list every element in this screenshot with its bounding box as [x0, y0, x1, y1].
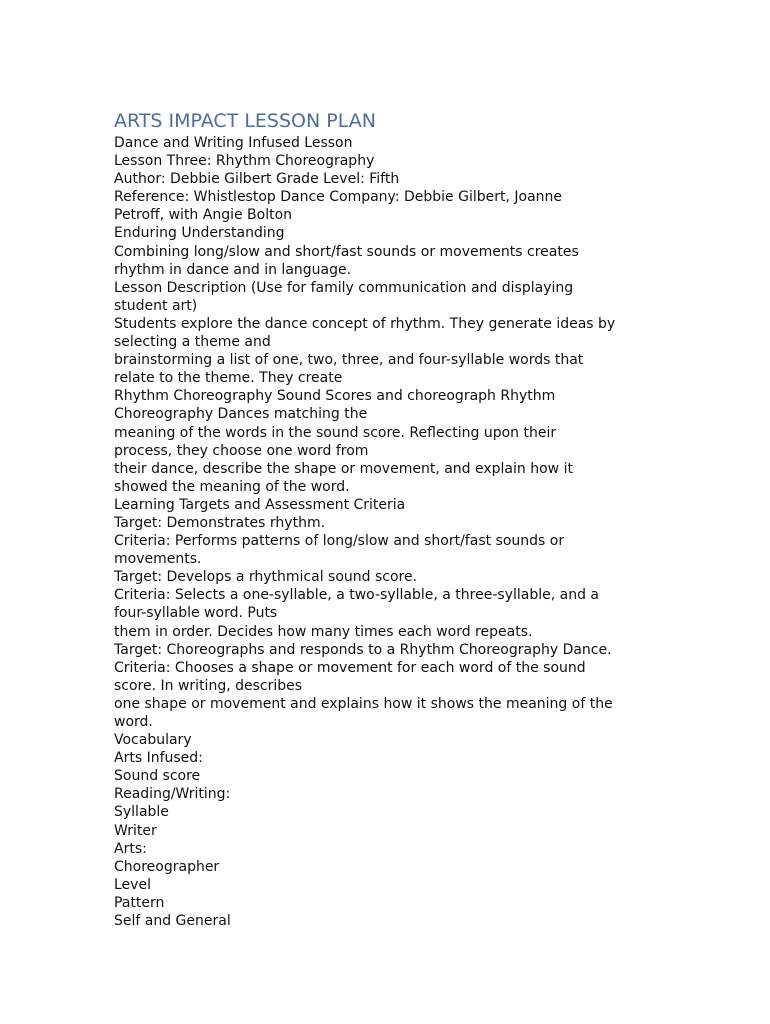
text-line: Writer: [114, 822, 157, 839]
text-line: Criteria: Selects a one-syllable, a two-syllable, a three-syllable, and a: [114, 587, 599, 604]
text-line: Author: Debbie Gilbert Grade Level: Fifth: [114, 171, 400, 188]
text-line: showed the meaning of the word.: [114, 478, 350, 495]
text-line: Learning Targets and Assessment Criteria: [114, 496, 406, 513]
text-line: Target: Choreographs and responds to a Rhythm Choreography Dance.: [114, 641, 612, 658]
text-line: word.: [114, 714, 153, 730]
document-body: [114, 134, 670, 930]
text-line: Criteria: Performs patterns of long/slow and short/fast sounds or: [114, 533, 565, 550]
text-line: meaning of the words in the sound score. Reflecting upon their: [114, 424, 557, 441]
text-line: Reference: Whistlestop Dance Company: Debbie Gilbert, Joanne: [114, 189, 563, 206]
text-line: Target: Develops a rhythmical sound score.: [114, 569, 418, 586]
document-page: [114, 108, 670, 930]
text-line: rhythm in dance and in language.: [114, 261, 352, 278]
text-line: Choreographer: [114, 858, 220, 875]
text-line: Arts:: [114, 840, 147, 857]
text-line: Combining long/slow and short/fast sounds or movements creates: [114, 243, 579, 260]
text-line: brainstorming a list of one, two, three, and four-syllable words that: [114, 352, 584, 369]
text-line: Lesson Three: Rhythm Choreography: [114, 153, 375, 170]
text-line: Pattern: [114, 894, 165, 911]
text-line: Reading/Writing:: [114, 786, 231, 803]
text-line: four-syllable word. Puts: [114, 605, 278, 622]
text-line: Lesson Description (Use for family communication and displaying: [114, 279, 574, 296]
text-line: Vocabulary: [114, 732, 192, 749]
text-line: Petroff, with Angie Bolton: [114, 207, 293, 224]
text-line: Target: Demonstrates rhythm.: [114, 514, 326, 531]
text-line: one shape or movement and explains how it shows the meaning of the: [114, 695, 613, 712]
text-line: Enduring Understanding: [114, 225, 285, 242]
text-line: student art): [114, 297, 198, 314]
text-line: process, they choose one word from: [114, 442, 369, 459]
page-title: ARTS IMPACT LESSON PLAN: [114, 110, 376, 132]
text-line: Sound score: [114, 768, 201, 785]
text-line: Rhythm Choreography Sound Scores and choreograph Rhythm: [114, 388, 556, 405]
text-line: Arts Infused:: [114, 750, 203, 767]
text-line: them in order. Decides how many times each word repeats.: [114, 623, 533, 640]
text-line: Level: [114, 876, 151, 893]
text-line: Students explore the dance concept of rhythm. They generate ideas by: [114, 315, 616, 332]
text-line: selecting a theme and: [114, 334, 271, 351]
text-line: Criteria: Chooses a shape or movement for each word of the sound: [114, 659, 586, 676]
text-line: Dance and Writing Infused Lesson: [114, 135, 353, 151]
text-line: Choreography Dances matching the: [114, 406, 368, 423]
text-line: Syllable: [114, 804, 169, 821]
text-line: their dance, describe the shape or movement, and explain how it: [114, 460, 573, 477]
text-line: Self and General: [114, 913, 231, 930]
text-line: score. In writing, describes: [114, 677, 303, 694]
text-line: relate to the theme. They create: [114, 370, 343, 387]
text-line: movements.: [114, 551, 202, 568]
